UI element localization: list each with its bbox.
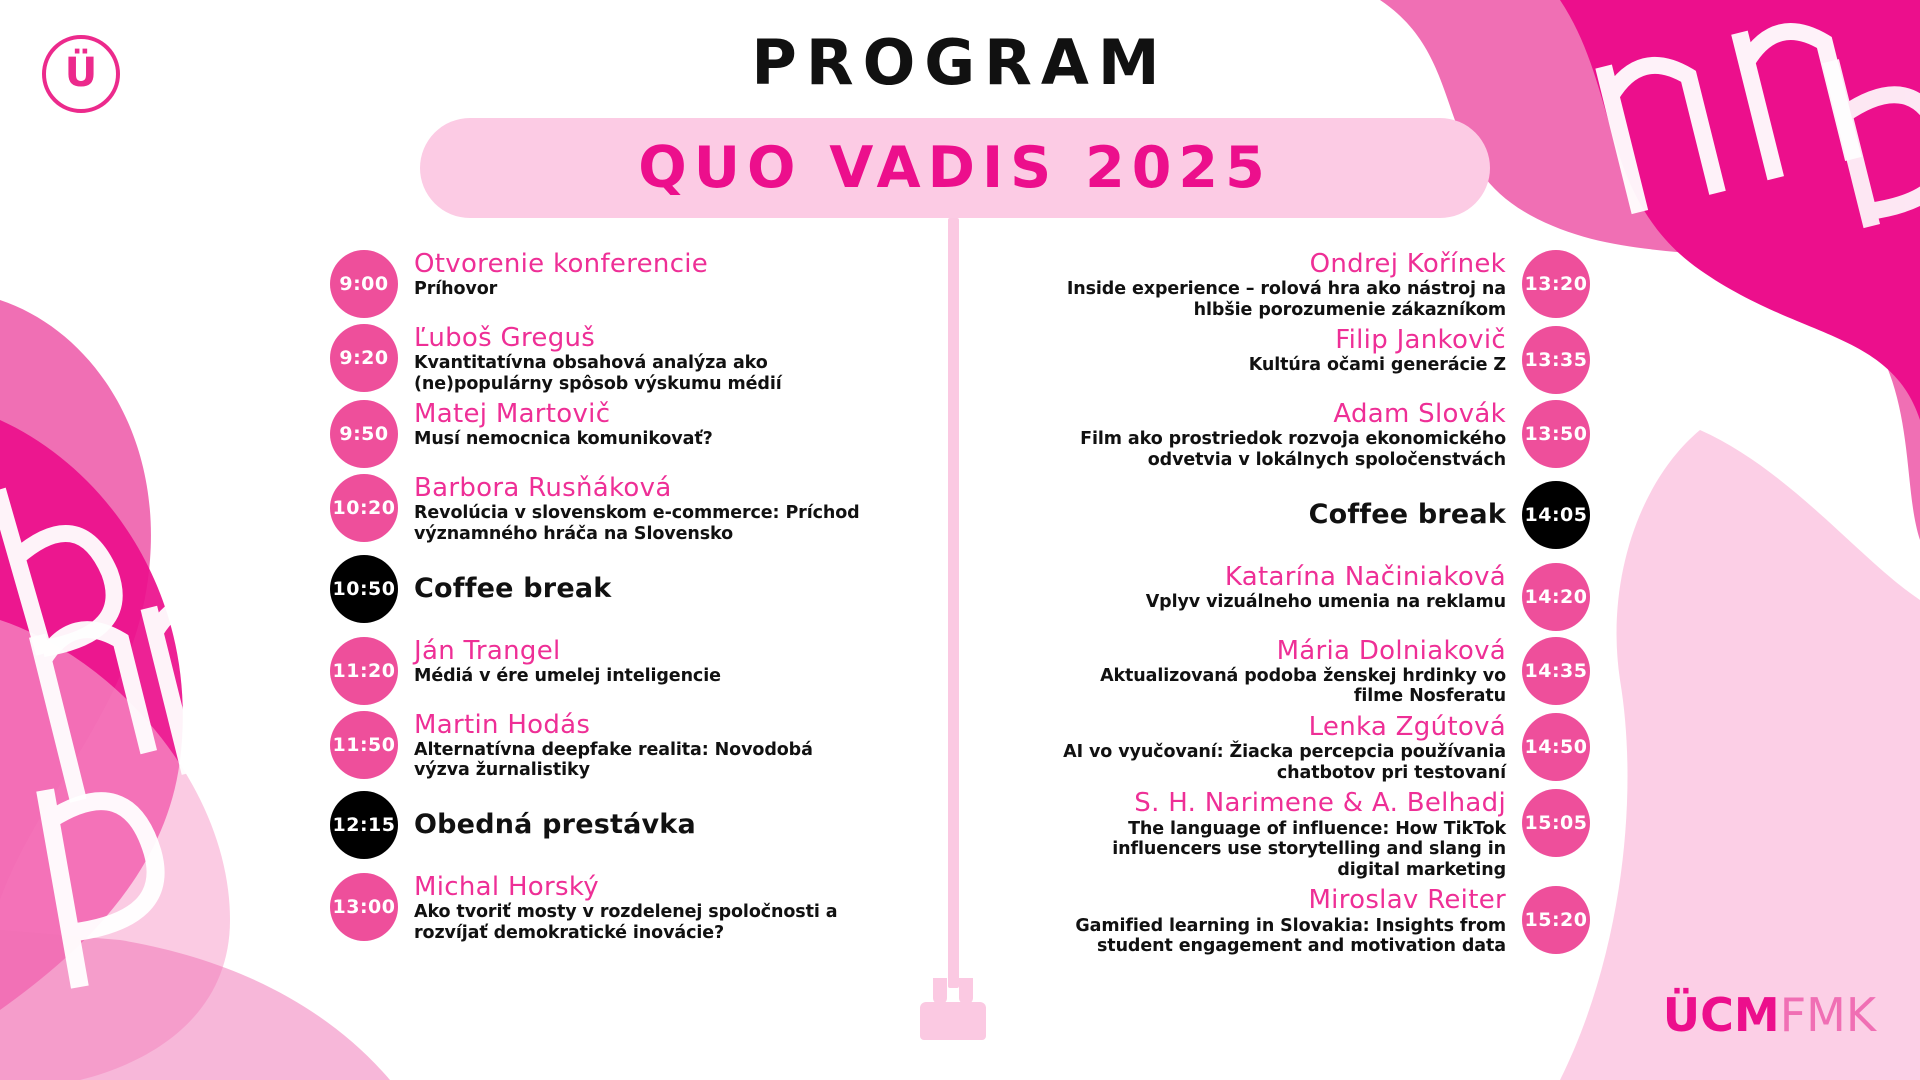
schedule-row [1030, 886, 1590, 956]
talk-title: Príhovor [414, 279, 498, 300]
schedule-row-text [1030, 713, 1522, 783]
talk-title: Alternatívna deepfake realita: Novodobá výzva žurnalistiky [414, 739, 813, 781]
speaker-name: Mária Dolniaková [1276, 635, 1506, 666]
schedule-row [330, 250, 890, 318]
speaker-name: Barbora Rusňáková [414, 473, 672, 504]
schedule-row [330, 873, 890, 943]
time-bubble: 9:20 [330, 324, 398, 392]
page-title: PROGRAM [751, 26, 1169, 99]
schedule-row [330, 711, 890, 781]
schedule-break-row [1030, 481, 1590, 549]
talk-title: AI vo vyučovaní: Žiacka percepcia používania chatbotov pri testovaní [1063, 742, 1506, 783]
time-bubble: 14:50 [1522, 713, 1590, 781]
talk-title: Aktualizovaná podoba ženskej hrdinky vo filme Nosferatu [1100, 665, 1506, 707]
event-title: QUO VADIS 2025 [638, 135, 1272, 201]
schedule-row [330, 474, 890, 544]
talk-title: Médiá v ére umelej inteligencie [414, 665, 721, 686]
schedule-break-row [330, 791, 890, 859]
time-bubble: 14:05 [1522, 481, 1590, 549]
schedule-break-row [330, 555, 890, 623]
schedule-column-afternoon [1030, 250, 1590, 963]
speaker-name: Ondrej Kořínek [1309, 249, 1506, 279]
schedule-row-text [398, 711, 890, 781]
break-label: Coffee break [1308, 498, 1506, 530]
schedule-row [330, 637, 890, 705]
badge-glyph: Ü [64, 49, 98, 96]
fmk-logo-ucm: ÜCM [1662, 988, 1780, 1042]
schedule-row-text [398, 474, 890, 544]
speaker-name: Miroslav Reiter [1308, 885, 1506, 916]
schedule-row [330, 400, 890, 468]
fmk-logo [1662, 988, 1876, 1042]
schedule-row-text [1130, 563, 1522, 613]
ucm-badge-icon [42, 35, 120, 113]
schedule-row [330, 324, 890, 394]
time-bubble: 9:00 [330, 250, 398, 318]
break-label: Coffee break [414, 572, 612, 604]
speaker-name: Adam Slovák [1333, 399, 1506, 430]
talk-title: Kultúra očami generácie Z [1248, 355, 1506, 376]
time-bubble: 14:35 [1522, 637, 1590, 705]
speaker-name: Ján Trangel [414, 635, 561, 666]
schedule-row-text [1030, 400, 1522, 470]
center-divider [948, 218, 959, 988]
schedule-row-text [1030, 886, 1522, 956]
time-bubble: 13:35 [1522, 326, 1590, 394]
talk-title: Vplyv vizuálneho umenia na reklamu [1145, 591, 1506, 612]
talk-title: The language of influence: How TikTok influencers use storytelling and slang in digital marketing [1112, 818, 1506, 880]
schedule-row-text [398, 324, 890, 394]
talk-title: Revolúcia v slovenskom e-commerce: Príchod významného hráča na Slovensko [414, 503, 860, 545]
schedule-column-morning [330, 250, 890, 949]
speaker-name: Filip Jankovič [1335, 325, 1506, 356]
schedule-row-text [1030, 789, 1522, 880]
speaker-name: Matej Martovič [414, 399, 611, 430]
fmk-logo-fmk: FMK [1779, 988, 1876, 1042]
speaker-name: Lenka Zgútová [1308, 712, 1506, 743]
schedule-row-text [398, 791, 712, 859]
schedule-row-text [398, 555, 627, 623]
time-bubble: 13:50 [1522, 400, 1590, 468]
talk-title: Musí nemocnica komunikovať? [414, 429, 713, 450]
schedule-row-text [1233, 326, 1522, 376]
schedule-row-text [398, 637, 737, 687]
schedule-row [1030, 789, 1590, 880]
time-bubble: 11:50 [330, 711, 398, 779]
schedule-row-text [1030, 637, 1522, 707]
break-label: Obedná prestávka [414, 809, 696, 841]
speaker-name: S. H. Narimene & A. Belhadj [1134, 788, 1506, 819]
schedule-row [1030, 637, 1590, 707]
talk-title: Kvantitatívna obsahová analýza ako (ne)populárny spôsob výskumu médií [414, 353, 782, 394]
schedule-row [1030, 713, 1590, 783]
schedule-row-text [398, 873, 890, 943]
speaker-name: Otvorenie konferencie [414, 249, 709, 279]
schedule-row-text [1293, 481, 1522, 549]
time-bubble: 10:50 [330, 555, 398, 623]
speaker-name: Katarína Načiniaková [1224, 561, 1506, 592]
schedule-row-text [1030, 250, 1522, 320]
time-bubble: 11:20 [330, 637, 398, 705]
time-bubble: 9:50 [330, 400, 398, 468]
schedule-row-text [398, 400, 729, 450]
time-bubble: 14:20 [1522, 563, 1590, 631]
speaker-name: Martin Hodás [414, 709, 591, 740]
talk-title: Gamified learning in Slovakia: Insights from student engagement and motivation data [1075, 915, 1506, 957]
time-bubble: 10:20 [330, 474, 398, 542]
plug-icon [920, 978, 986, 1040]
talk-title: Ako tvoriť mosty v rozdelenej spoločnosti a rozvíjať demokratické inovácie? [414, 902, 838, 943]
schedule-row [1030, 326, 1590, 394]
talk-title: Inside experience – rolová hra ako nástroj na hlbšie porozumenie zákazníkom [1066, 279, 1506, 320]
schedule-row [1030, 400, 1590, 470]
time-bubble: 15:05 [1522, 789, 1590, 857]
speaker-name: Ľuboš Greguš [414, 323, 596, 353]
time-bubble: 15:20 [1522, 886, 1590, 954]
schedule-row-text [398, 250, 724, 300]
event-title-pill [420, 118, 1490, 218]
time-bubble: 12:15 [330, 791, 398, 859]
time-bubble: 13:00 [330, 873, 398, 941]
speaker-name: Michal Horský [414, 872, 599, 903]
schedule-row [1030, 250, 1590, 320]
schedule-row [1030, 563, 1590, 631]
talk-title: Film ako prostriedok rozvoja ekonomického odvetvia v lokálnych spoločenstvách [1080, 429, 1506, 471]
time-bubble: 13:20 [1522, 250, 1590, 318]
